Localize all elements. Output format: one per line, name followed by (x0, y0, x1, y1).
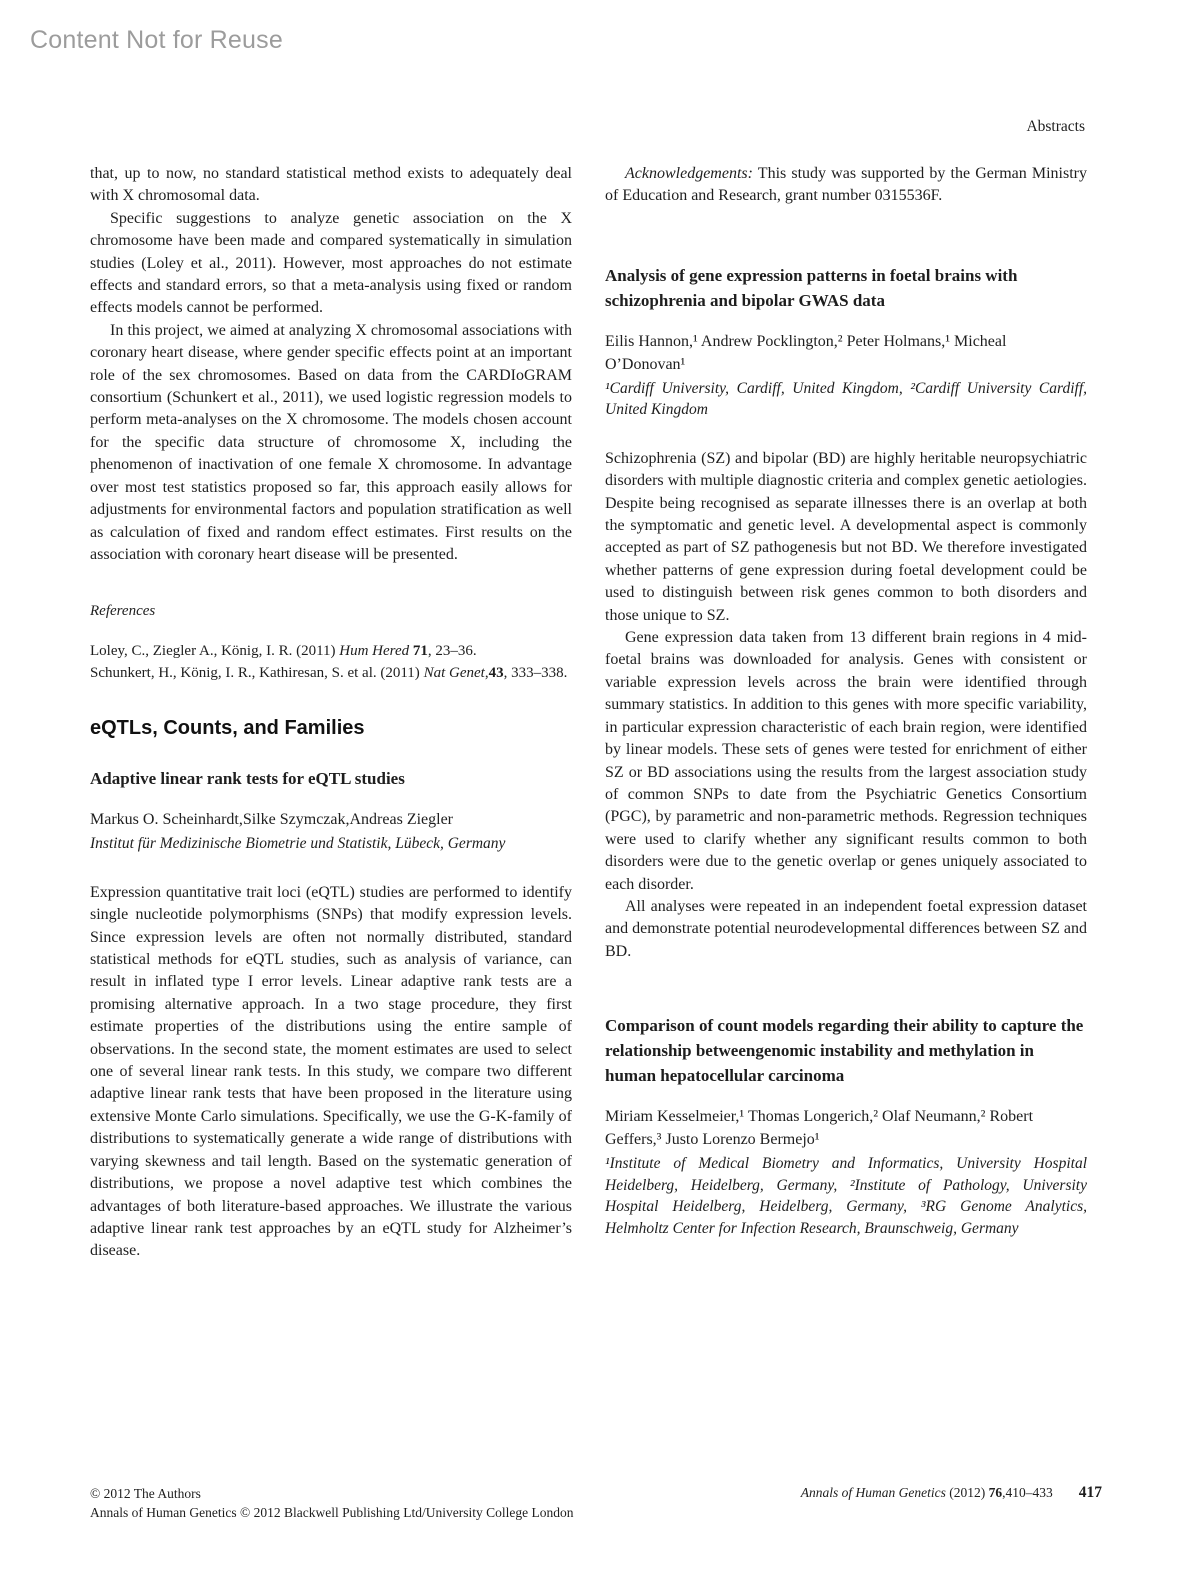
footer-journal-info (801, 1484, 1102, 1502)
abstract-authors: Markus O. Scheinhardt,Silke Szymczak,Andreas Ziegler (90, 811, 454, 829)
footer-copyright-line2: Annals of Human Genetics © 2012 Blackwell Publishing Ltd/University College London (90, 1505, 574, 1520)
footer-journal-year: (2012) (945, 1485, 989, 1500)
reference-journal: Hum Hered (339, 643, 410, 660)
watermark-text: Content Not for Reuse (30, 26, 283, 54)
abstract-authors: Eilis Hannon,¹ Andrew Pocklington,² Peter Holmans,¹ Micheal O’Donovan¹ (605, 332, 1007, 373)
reference-journal: Nat Genet (423, 664, 485, 681)
reference-item (90, 641, 572, 663)
abstract-title: Adaptive linear rank tests for eQTL studies (90, 769, 405, 789)
paragraph: In this project, we aimed at analyzing X chromosomal associations with coronary heart disease, where gender specific effects point at an important role of the sex chromosomes. Based on data from the CARDIoGRAM consortium (Schunkert et al., 2011), we used logistic regression models to perform meta-analyses on the X chromosome. The models chosen account for the specific data structure of chromosome X, including the phenomenon of inactivation of one female X chromosome. In advantage over most test statistics proposed so far, this approach easily allows for adjustments for environmental factors and population stratification as well as calculation of fixed and random effect estimates. First results on the association with coronary heart disease will be presented. (90, 321, 572, 563)
section-heading: eQTLs, Counts, and Families (90, 717, 365, 740)
paragraph-continuation: that, up to now, no standard statistical method exists to adequately deal with X chromosomal data. (90, 165, 572, 205)
references-heading: References (90, 603, 156, 620)
footer (90, 1484, 1102, 1522)
page-number: 417 (1078, 1484, 1102, 1501)
reference-authors: Schunkert, H., König, I. R., Kathiresan, S. et al. (2011) (90, 664, 424, 681)
abstract-gene-expression (605, 263, 1087, 963)
abstract-paragraph: Schizophrenia (SZ) and bipolar (BD) are highly heritable neuropsychiatric disorders with multiple diagnostic criteria and complex genetic aetiologies. Despite being recognised as separate illnesses there is an overlap at both the symptomatic and genetic level. A developmental aspect is commonly accepted as part of SZ pathogenesis but not BD. We therefore investigated whether patterns of gene expression during foetal development could be used to distinguish between risk genes common to both disorders and those unique to SZ. (605, 449, 1087, 624)
reference-pages: , 23–36. (427, 643, 477, 660)
acknowledgements (605, 163, 1087, 208)
abstract-title: Analysis of gene expression patterns in foetal brains with schizophrenia and bipolar GWAS data (605, 265, 1018, 310)
references-section (90, 603, 572, 684)
acknowledgements-label: Acknowledgements: (625, 165, 753, 182)
abstract-affiliation: Institut für Medizinische Biometrie und Statistik, Lübeck, Germany (90, 835, 506, 853)
footer-journal-pages: ,410–433 (1002, 1485, 1053, 1500)
reference-volume: 71 (412, 643, 428, 660)
left-column (90, 163, 572, 1263)
abstract-paragraph: Gene expression data taken from 13 different brain regions in 4 mid-foetal brains was downloaded for analysis. Genes with consistent or variable expression levels across the brain were identified through summary statistics. In addition to this genes with more specific variability, in particular expression characteristic of each brain region, were identified by linear models. These sets of genes were tested for enrichment of either SZ or BD associations using the results from the largest association study of common SNPs to date from the Psychiatric Genetics Consortium (PGC), by parametric and non-parametric methods. Regression techniques were used to clarify whether any significant results common to both disorders were due to the genetic overlap or genes uniquely associated to each disorder. (605, 629, 1087, 893)
abstract-title: Comparison of count models regarding their ability to capture the relationship betweengenomic instability and methylation in human hepatocellular carcinoma (605, 1016, 1084, 1086)
reference-separator: , (484, 664, 489, 681)
footer-copyright (90, 1484, 573, 1522)
abstract-adaptive-linear-rank (90, 766, 572, 1262)
abstract-paragraph: All analyses were repeated in an independent foetal expression dataset and demonstrate potential neurodevelopmental differences between SZ and BD. (605, 897, 1087, 960)
running-head: Abstracts (1026, 118, 1085, 135)
abstract-authors: Miriam Kesselmeier,¹ Thomas Longerich,² Olaf Neumann,² Robert Geffers,³ Justo Lorenzo Bermejo¹ (605, 1108, 1034, 1149)
right-column (605, 163, 1087, 1239)
reference-authors: Loley, C., Ziegler A., König, I. R. (2011) (90, 643, 340, 660)
reference-list (90, 641, 572, 684)
footer-journal-volume: 76 (988, 1485, 1003, 1500)
abstract-affiliation: ¹Institute of Medical Biometry and Informatics, University Hospital Heidelberg, Heidelberg, Germany, ²Institute of Pathology, University Hospital Heidelberg, Heidelberg, Germany, ³RG Genome Analytics, Helmholtz Center for Infection Research, Braunschweig, Germany (605, 1155, 1087, 1237)
acknowledgements-text: This study was supported by the German Ministry of Education and Research, grant number 0315536F. (605, 165, 1087, 205)
footer-copyright-line1: © 2012 The Authors (90, 1486, 201, 1501)
reference-item (90, 663, 572, 685)
abstract-affiliation: ¹Cardiff University, Cardiff, United Kingdom, ²Cardiff University Cardiff, United Kingdom (605, 379, 1087, 419)
footer-journal-name: Annals of Human Genetics (800, 1485, 946, 1500)
abstract-body: Expression quantitative trait loci (eQTL) studies are performed to identify single nucleotide polymorphisms (SNPs) that modify expression levels. Since expression levels are often not normally distributed, standard statistical methods for eQTL studies, such as analysis of variance, can result in inflated type I error levels. Linear adaptive rank tests are a promising alternative approach. In a two stage procedure, they first estimate properties of the distributions using the entire sample of observations. In the second state, the moment estimates are used to select one of several linear rank tests. In this study, we compare two different adaptive linear rank tests that have been proposed in the literature using extensive Monte Carlo simulations. Specifically, we use the G-K-family of distributions to systematically generate a wide range of distributions with varying skewness and tail length. Based on the systematic generation of distributions, we propose a novel adaptive test which combines the advantages of both literature-based approaches. We illustrate the various adaptive linear rank test approaches by an eQTL study for Alzheimer’s disease. (90, 883, 572, 1260)
footer-journal-ref (801, 1485, 1053, 1501)
paragraph: Specific suggestions to analyze genetic association on the X chromosome have been made and compared systematically in simulation studies (Loley et al., 2011). However, most approaches do not estimate effects and standard errors, so that a meta-analysis using fixed or random effects models cannot be performed. (90, 209, 572, 317)
reference-pages: , 333–338. (503, 664, 568, 681)
abstract-count-models (605, 1013, 1087, 1239)
reference-volume: 43 (488, 664, 504, 681)
